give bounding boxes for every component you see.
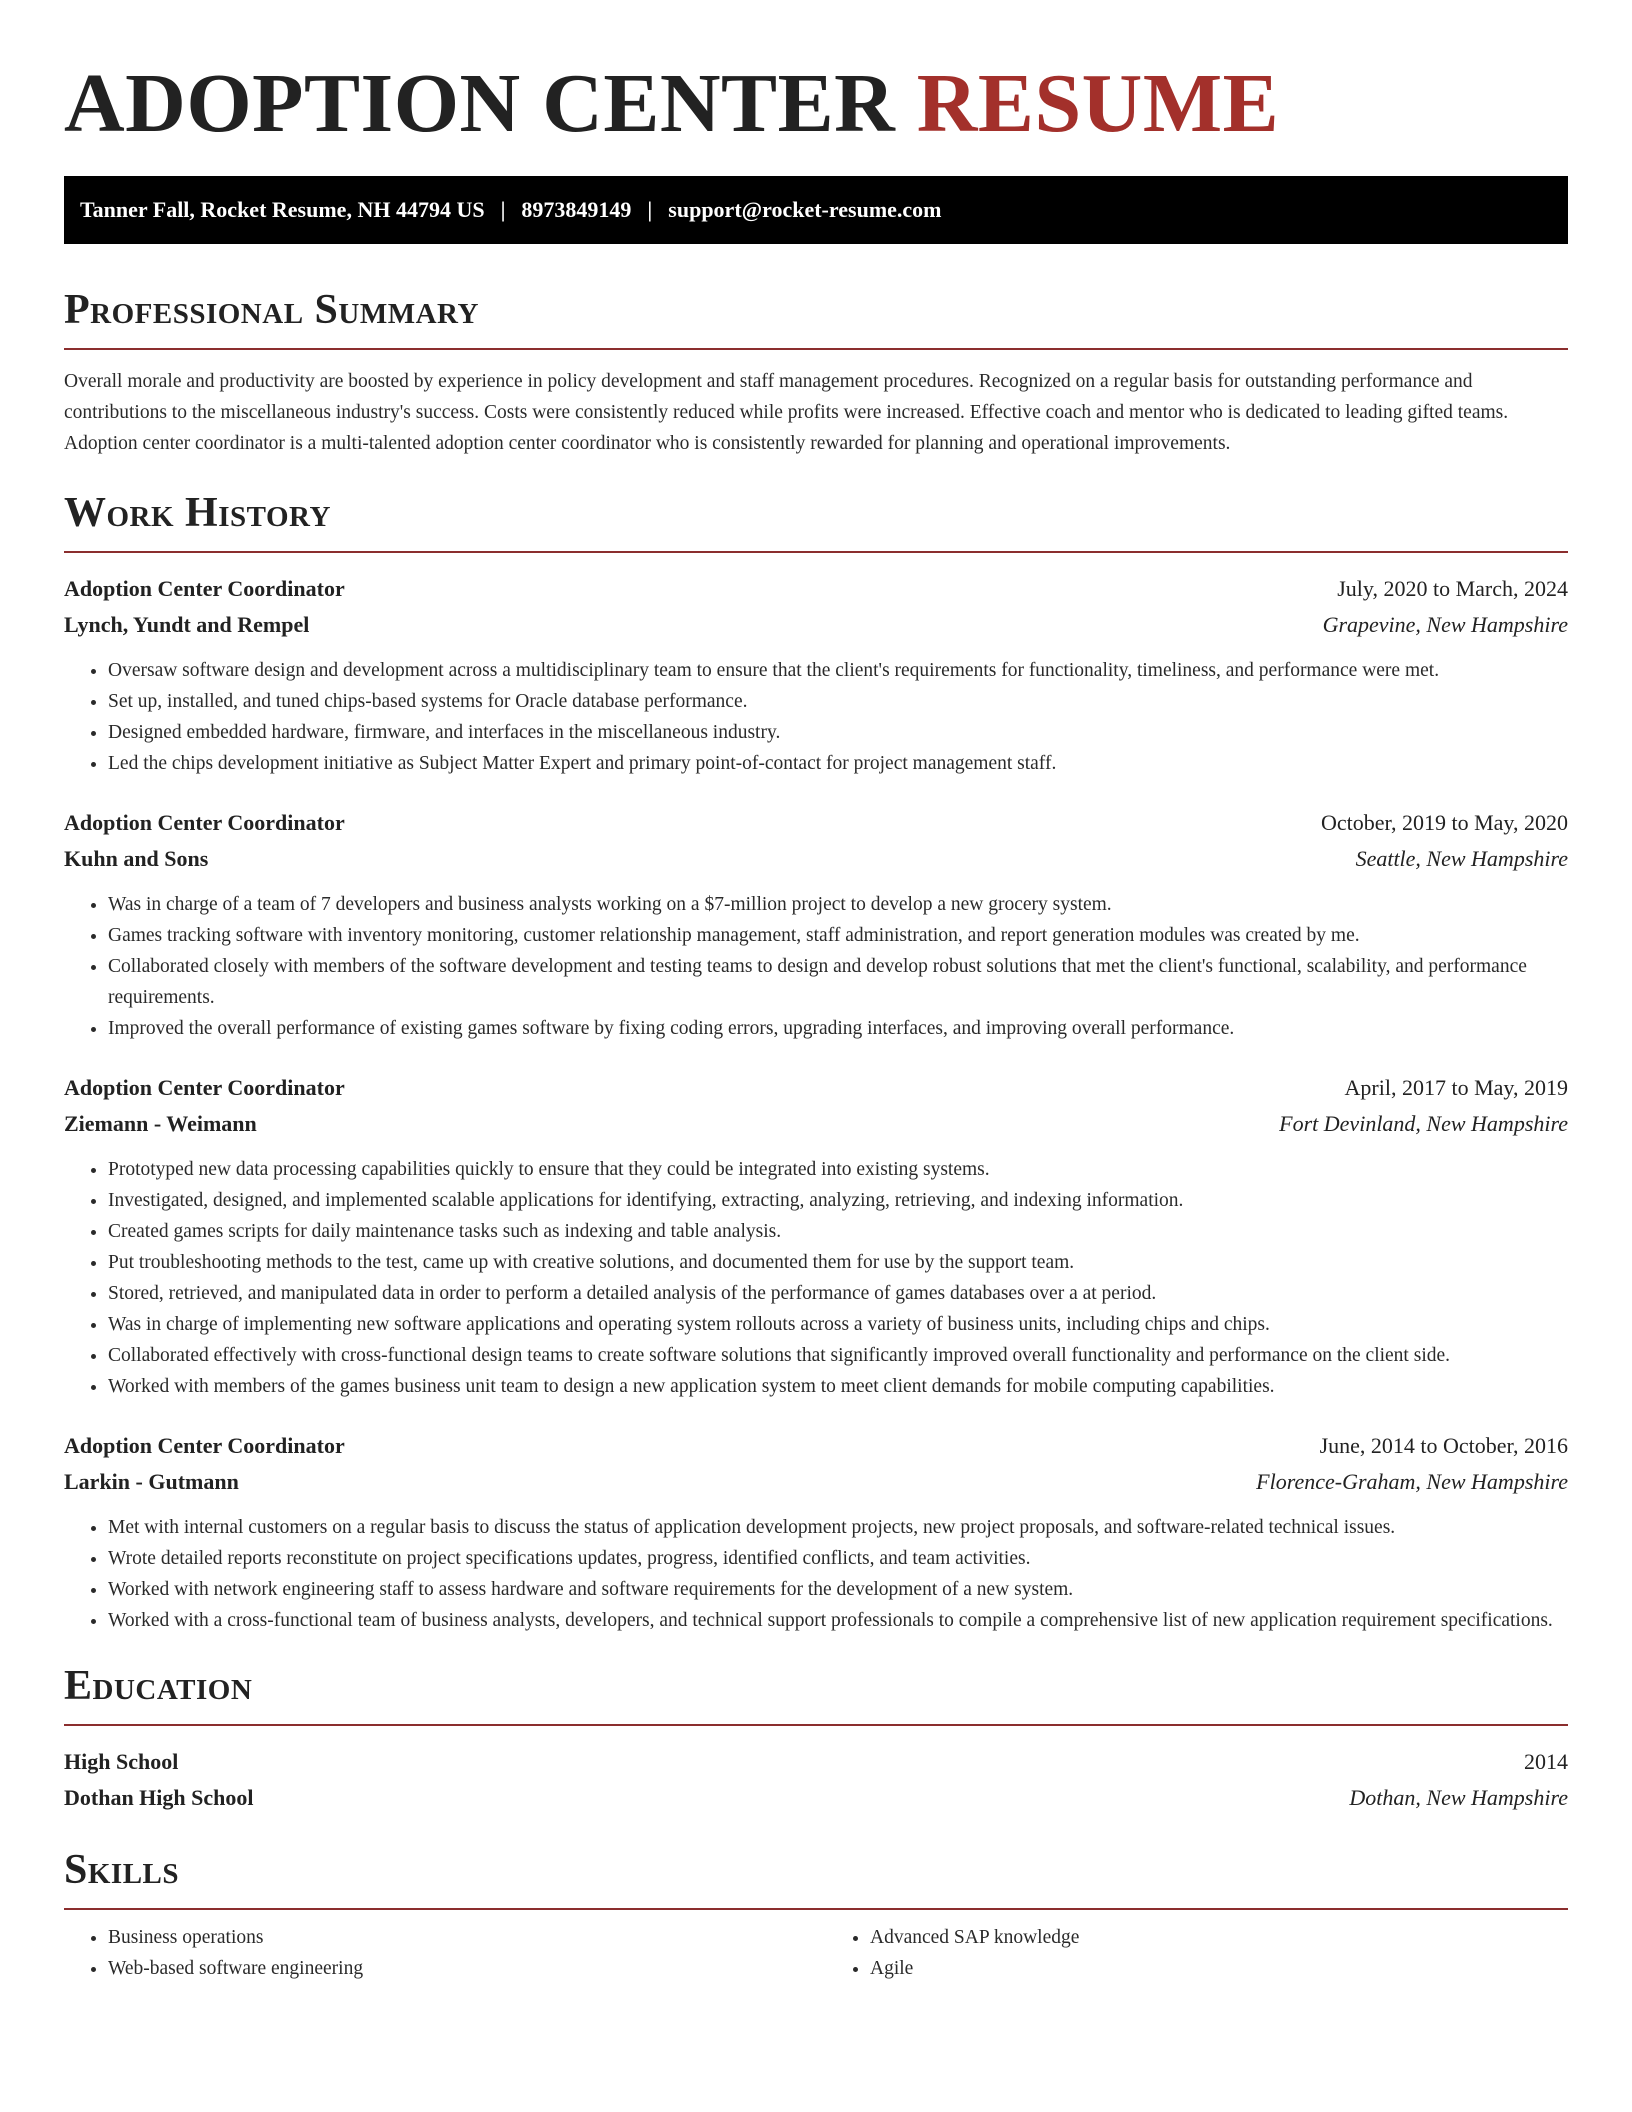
job-location: Grapevine, New Hampshire — [1322, 612, 1568, 637]
skills-list-left — [64, 1922, 806, 1984]
resume-title — [64, 56, 1568, 152]
job-bullet: • Oversaw software design and development across a multidisciplinary team to ensure that the client's requirements for functionality, timeliness, and performance were met. — [108, 655, 1568, 686]
skills-section — [64, 1846, 1568, 1984]
job-bullet: • Investigated, designed, and implemented scalable applications for identifying, extracting, analyzing, retrieving, and indexing information. — [108, 1185, 1568, 1216]
contact-phone: 8973849149 — [521, 197, 632, 222]
contact-separator: | — [500, 197, 506, 222]
job-bullet: • Prototyped new data processing capabilities quickly to ensure that they could be integrated into existing systems. — [108, 1154, 1568, 1185]
job-dates: October, 2019 to May, 2020 — [1321, 810, 1568, 835]
section-divider — [64, 1908, 1568, 1910]
section-heading: Skills — [64, 1847, 180, 1893]
skill-item: • Advanced SAP knowledge — [870, 1922, 1568, 1953]
section-heading: Education — [64, 1663, 253, 1709]
job-location: Florence-Graham, New Hampshire — [1256, 1469, 1568, 1494]
job-bullet: • Was in charge of implementing new software applications and operating system rollouts across a variety of business units, including chips and chips. — [108, 1309, 1568, 1340]
job-bullet: • Set up, installed, and tuned chips-based systems for Oracle database performance. — [108, 686, 1568, 717]
professional-summary-section — [64, 286, 1568, 459]
job-location: Fort Devinland, New Hampshire — [1279, 1111, 1568, 1136]
education-year: 2014 — [1524, 1749, 1568, 1774]
job-title: Adoption Center Coordinator — [64, 576, 345, 601]
job-bullet: • Created games scripts for daily maintenance tasks such as indexing and table analysis. — [108, 1216, 1568, 1247]
job-bullet: • Improved the overall performance of existing games software by fixing coding errors, upgrading interfaces, and improving overall performance. — [108, 1013, 1568, 1044]
skill-item: • Web-based software engineering — [108, 1953, 806, 1984]
job-location: Seattle, New Hampshire — [1355, 846, 1568, 871]
job-bullet: • Was in charge of a team of 7 developers and business analysts working on a $7-million project to develop a new grocery system. — [108, 889, 1568, 920]
company-name: Larkin - Gutmann — [64, 1469, 239, 1494]
job-bullet: • Games tracking software with inventory monitoring, customer relationship management, staff administration, and report generation modules was created by me. — [108, 920, 1568, 951]
job-bullet: • Designed embedded hardware, firmware, and interfaces in the miscellaneous industry. — [108, 717, 1568, 748]
job-bullets — [64, 889, 1568, 1044]
job-bullet: • Led the chips development initiative as Subject Matter Expert and primary point-of-contact for project management staff. — [108, 748, 1568, 779]
job-bullet: • Worked with a cross-functional team of business analysts, developers, and technical support professionals to compile a comprehensive list of new application requirement specifications. — [108, 1605, 1568, 1636]
job-bullet: • Worked with network engineering staff to assess hardware and software requirements for the development of a new system. — [108, 1574, 1568, 1605]
company-name: Lynch, Yundt and Rempel — [64, 612, 310, 637]
job-bullet: • Put troubleshooting methods to the test, came up with creative solutions, and documented them for use by the support team. — [108, 1247, 1568, 1278]
job-bullet: • Worked with members of the games business unit team to design a new application system to meet client demands for mobile computing capabilities. — [108, 1371, 1568, 1402]
title-accent: RESUME — [916, 57, 1280, 150]
section-divider — [64, 348, 1568, 350]
company-name: Kuhn and Sons — [64, 846, 209, 871]
job-entry — [64, 805, 1568, 1044]
job-bullet: • Stored, retrieved, and manipulated data in order to perform a detailed analysis of the performance of games databases over a at period. — [108, 1278, 1568, 1309]
company-name: Ziemann - Weimann — [64, 1111, 257, 1136]
contact-address: Tanner Fall, Rocket Resume, NH 44794 US — [80, 197, 485, 222]
job-entry — [64, 571, 1568, 779]
job-entry — [64, 1070, 1568, 1402]
skills-list-right — [826, 1922, 1568, 1984]
job-bullet: • Collaborated closely with members of the software development and testing teams to design and develop robust solutions that met the client's functional, scalability, and performance requirements. — [108, 951, 1568, 1013]
job-dates: July, 2020 to March, 2024 — [1337, 576, 1568, 601]
job-bullet: • Collaborated effectively with cross-functional design teams to create software solutions that significantly improved overall functionality and performance on the client side. — [108, 1340, 1568, 1371]
skills-grid — [64, 1922, 1568, 1984]
education-section — [64, 1662, 1568, 1816]
title-main: ADOPTION CENTER — [64, 57, 896, 150]
job-title: Adoption Center Coordinator — [64, 1075, 345, 1100]
section-divider — [64, 551, 1568, 553]
job-title: Adoption Center Coordinator — [64, 1433, 345, 1458]
education-location: Dothan, New Hampshire — [1349, 1785, 1568, 1810]
work-history-section — [64, 489, 1568, 1636]
skill-item: • Agile — [870, 1953, 1568, 1984]
job-bullet: • Wrote detailed reports reconstitute on project specifications updates, progress, identified conflicts, and team activities. — [108, 1543, 1568, 1574]
job-dates: April, 2017 to May, 2019 — [1344, 1075, 1568, 1100]
job-bullets — [64, 1154, 1568, 1402]
education-degree: High School — [64, 1749, 179, 1774]
job-title: Adoption Center Coordinator — [64, 810, 345, 835]
section-divider — [64, 1724, 1568, 1726]
education-entry — [64, 1744, 1568, 1816]
job-bullets — [64, 655, 1568, 779]
education-school: Dothan High School — [64, 1785, 254, 1810]
contact-email: support@rocket-resume.com — [668, 197, 942, 222]
contact-separator: | — [647, 197, 653, 222]
contact-bar — [64, 176, 1568, 244]
job-entry — [64, 1428, 1568, 1636]
section-heading: Professional Summary — [64, 287, 479, 333]
summary-text: Overall morale and productivity are boosted by experience in policy development and staff management procedures. Recognized on a regular basis for outstanding performance and contributions to the miscellaneous industry's success. Costs were consistently reduced while profits were increased. Effective coach and mentor who is dedicated to leading gifted teams. Adoption center coordinator is a multi-talented adoption center coordinator who is consistently rewarded for planning and operational improvements. — [64, 371, 1509, 454]
skill-item: • Business operations — [108, 1922, 806, 1953]
job-bullet: • Met with internal customers on a regular basis to discuss the status of application development projects, new project proposals, and software-related technical issues. — [108, 1512, 1568, 1543]
section-heading: Work History — [64, 490, 331, 536]
job-bullets — [64, 1512, 1568, 1636]
job-dates: June, 2014 to October, 2016 — [1319, 1433, 1568, 1458]
